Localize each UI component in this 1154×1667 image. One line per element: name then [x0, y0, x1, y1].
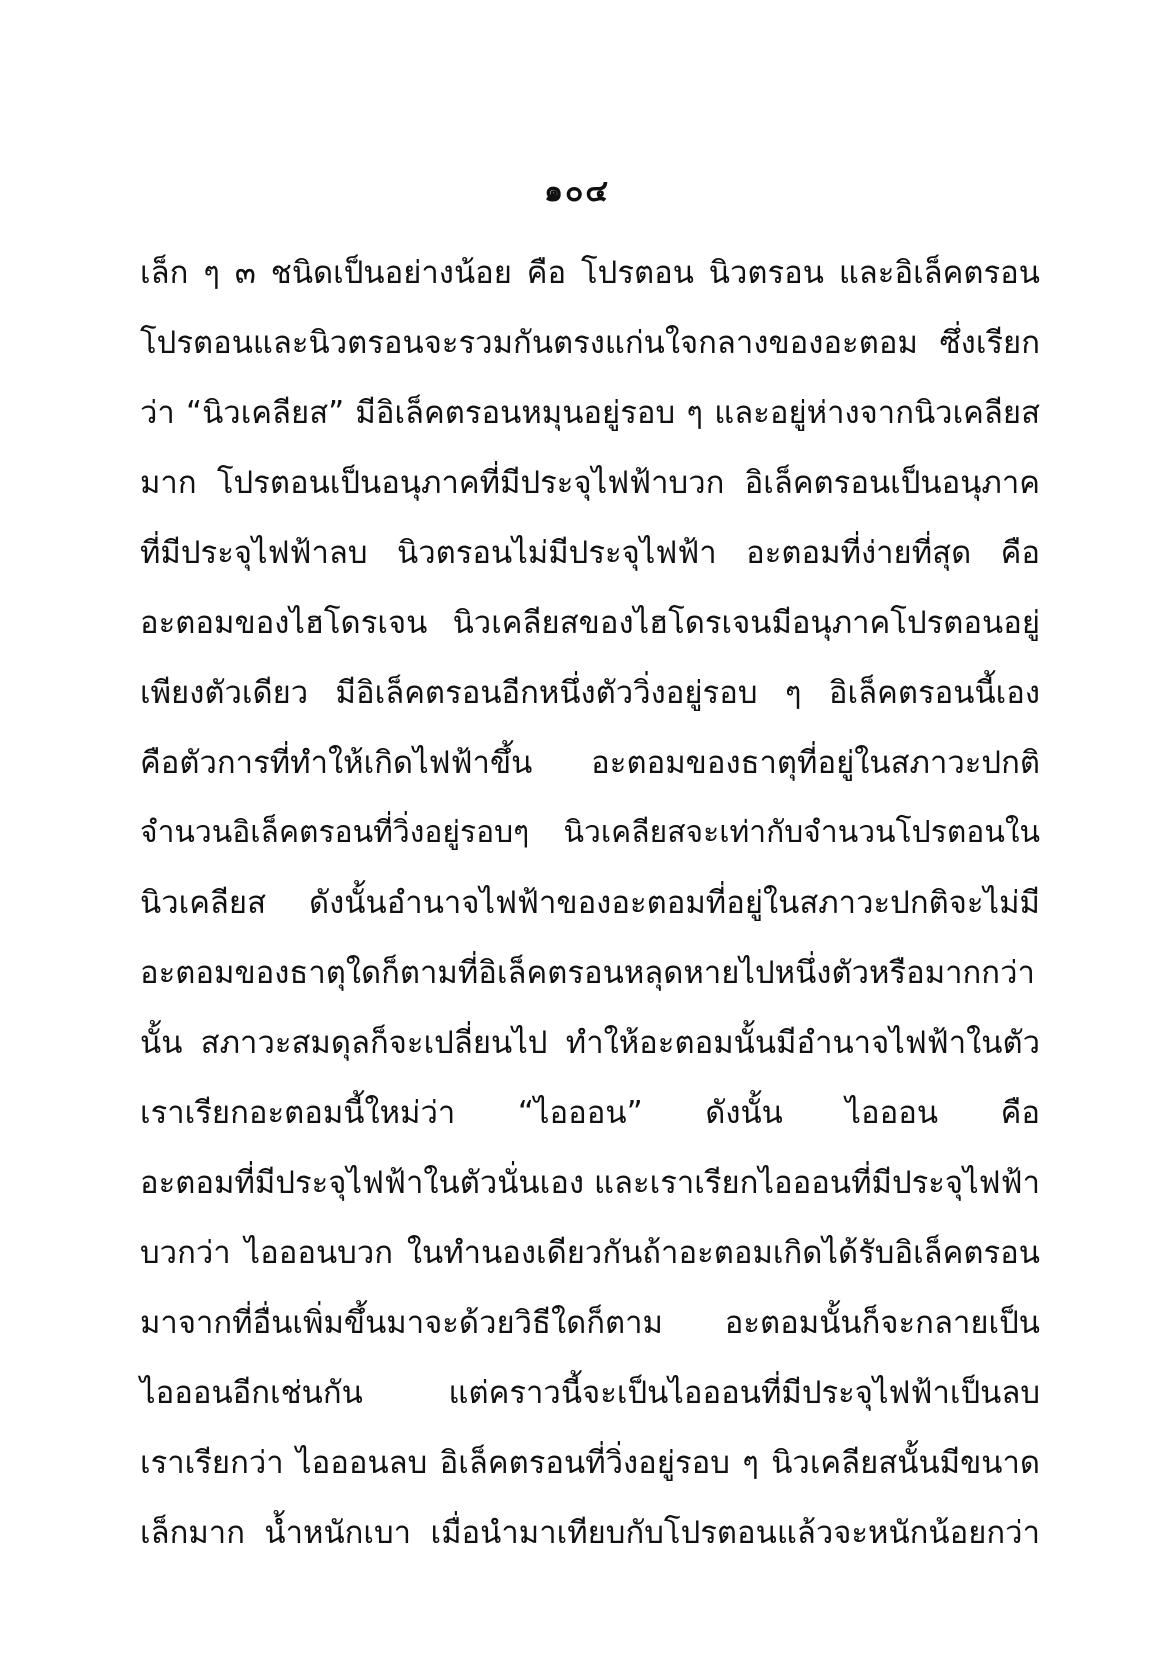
- text-line: โปรตอนและนิวตรอนจะรวมกันตรงแก่นใจกลางของอะตอม ซึ่งเรียก: [140, 325, 1040, 361]
- text-line: มาจากที่อื่นเพิ่มขึ้นมาจะด้วยวิธีใดก็ตาม อะตอมนั้นก็จะกลายเป็น: [140, 1305, 1040, 1341]
- text-line: คือตัวการที่ทำให้เกิดไฟฟ้าขึ้น อะตอมของธาตุที่อยู่ในสภาวะปกติ: [140, 745, 1040, 781]
- text-line: ไอออนอีกเช่นกัน แต่คราวนี้จะเป็นไอออนที่มีประจุไฟฟ้าเป็นลบ: [140, 1375, 1040, 1411]
- text-line: เล็กมาก น้ำหนักเบา เมื่อนำมาเทียบกับโปรตอนแล้วจะหนักน้อยกว่า: [140, 1515, 1040, 1551]
- text-line: ว่า “นิวเคลียส” มีอิเล็คตรอนหมุนอยู่รอบ ๆ และอยู่ห่างจากนิวเคลียส: [140, 395, 1040, 431]
- text-line: เพียงตัวเดียว มีอิเล็คตรอนอีกหนึ่งตัววิ่งอยู่รอบ ๆ อิเล็คตรอนนี้เอง: [140, 675, 1040, 711]
- text-line: อะตอมของไฮโดรเจน นิวเคลียสของไฮโดรเจนมีอนุภาคโปรตอนอยู่: [140, 605, 1040, 641]
- text-line: มาก โปรตอนเป็นอนุภาคที่มีประจุไฟฟ้าบวก อิเล็คตรอนเป็นอนุภาค: [140, 465, 1040, 501]
- text-line: เราเรียกอะตอมนี้ใหม่ว่า “ไอออน” ดังนั้น ไอออน คือ: [140, 1095, 1040, 1131]
- text-line: นั้น สภาวะสมดุลก็จะเปลี่ยนไป ทำให้อะตอมนั้นมีอำนาจไฟฟ้าในตัว: [140, 1025, 1040, 1061]
- text-line: ที่มีประจุไฟฟ้าลบ นิวตรอนไม่มีประจุไฟฟ้า อะตอมที่ง่ายที่สุด คือ: [140, 535, 1040, 571]
- body-text: [140, 238, 1040, 1568]
- text-line: จำนวนอิเล็คตรอนที่วิ่งอยู่รอบๆ นิวเคลียสจะเท่ากับจำนวนโปรตอนใน: [140, 815, 1040, 850]
- text-line: เล็ก ๆ ๓ ชนิดเป็นอย่างน้อย คือ โปรตอน นิวตรอน และอิเล็คตรอน: [140, 255, 1040, 291]
- text-line: อะตอมของธาตุใดก็ตามที่อิเล็คตรอนหลุดหายไปหนึ่งตัวหรือมากกว่า: [140, 955, 1035, 991]
- text-line: นิวเคลียส ดังนั้นอำนาจไฟฟ้าของอะตอมที่อยู่ในสภาวะปกติจะไม่มี: [140, 885, 1040, 921]
- text-line: เราเรียกว่า ไอออนลบ อิเล็คตรอนที่วิ่งอยู่รอบ ๆ นิวเคลียสนั้นมีขนาด: [140, 1445, 1040, 1481]
- text-line: อะตอมที่มีประจุไฟฟ้าในตัวนั่นเอง และเราเรียกไอออนที่มีประจุไฟฟ้า: [140, 1165, 1040, 1201]
- text-line: บวกว่า ไอออนบวก ในทำนองเดียวกันถ้าอะตอมเกิดได้รับอิเล็คตรอน: [140, 1235, 1040, 1271]
- page-number: ๑๐๔: [543, 174, 611, 209]
